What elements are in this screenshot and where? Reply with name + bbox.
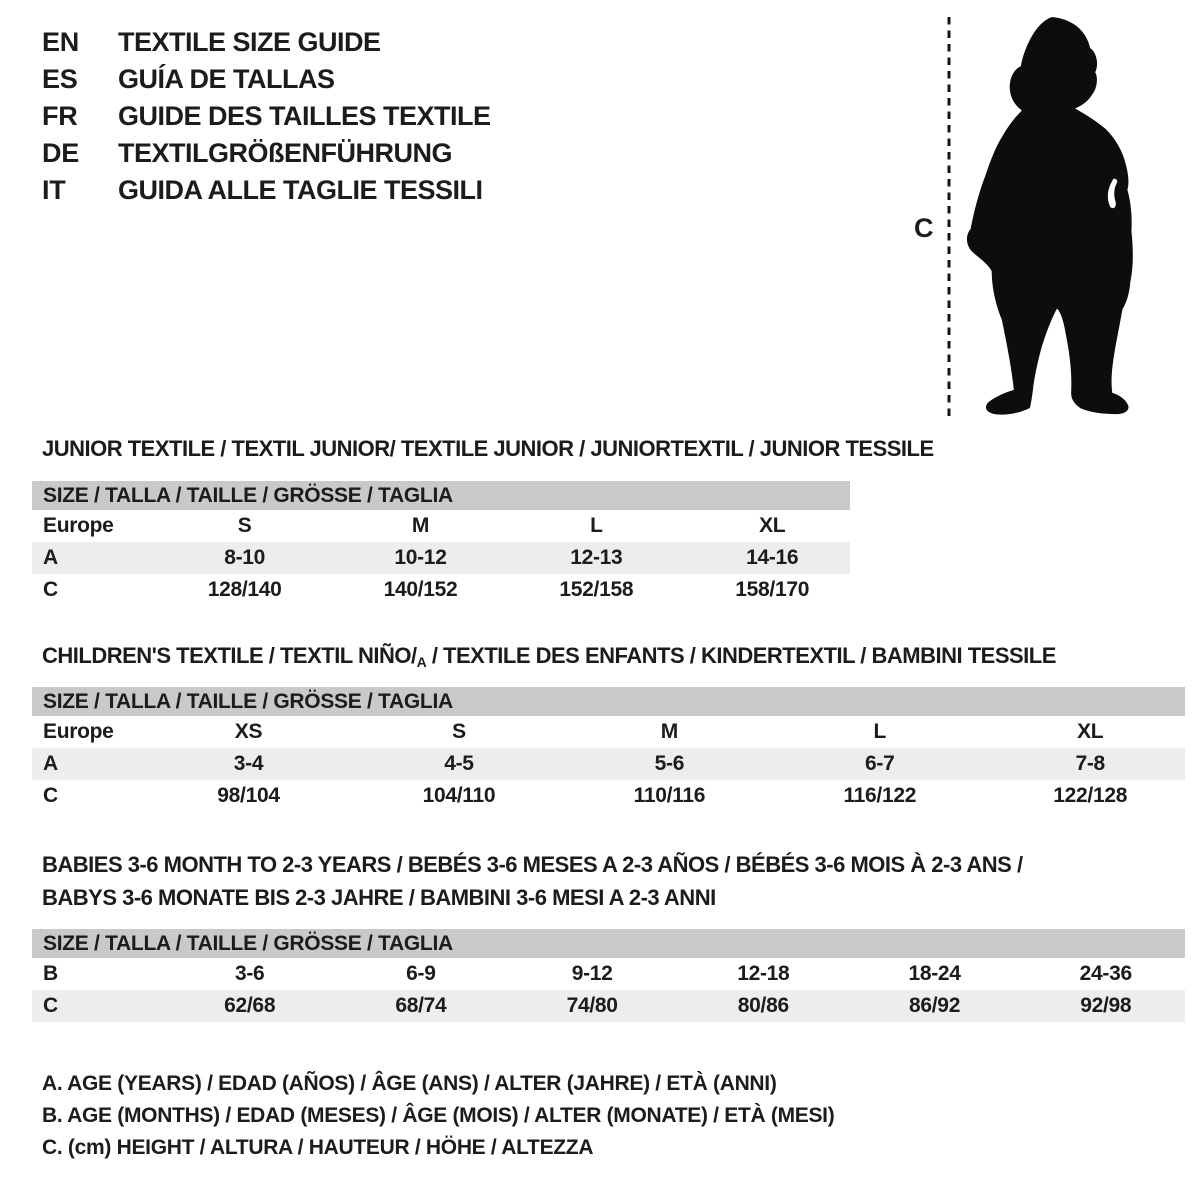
table-cell: XL — [1077, 720, 1104, 743]
table-row — [32, 716, 1185, 748]
section-title-text: / TEXTILE DES ENFANTS / KINDERTEXTIL / BAMBINI TESSILE — [426, 643, 1056, 668]
table-row — [32, 574, 850, 606]
table-cell: 10-12 — [394, 546, 447, 569]
table-cell: 3-4 — [233, 752, 264, 775]
row-label: A — [43, 752, 58, 775]
language-code: DE — [42, 138, 79, 168]
row-label: Europe — [43, 720, 114, 743]
note-line: B. AGE (MONTHS) / EDAD (MESES) / ÂGE (MOIS) / ALTER (MONATE) / ETÀ (MESI) — [42, 1104, 835, 1127]
table-row — [32, 542, 850, 574]
table-row — [32, 748, 1185, 780]
language-label: TEXTILGRÖßENFÜHRUNG — [118, 138, 452, 168]
table-cell: 6-7 — [865, 752, 895, 775]
section-title-text: BABYS 3-6 MONATE BIS 2-3 JAHRE / BAMBINI 3-6 MESI A 2-3 ANNI — [42, 884, 716, 910]
section-title-babies — [42, 849, 1023, 914]
row-label: C — [43, 994, 58, 1017]
section-title-subscript: A — [416, 654, 427, 670]
note-line: C. (cm) HEIGHT / ALTURA / HAUTEUR / HÖHE / ALTEZZA — [42, 1136, 594, 1159]
table-cell: L — [590, 514, 603, 537]
table-cell: XS — [234, 720, 263, 743]
table-cell: 86/92 — [909, 994, 961, 1017]
table-cell: 128/140 — [207, 578, 282, 601]
table-cell: S — [237, 514, 252, 537]
table-cell: 7-8 — [1075, 752, 1105, 775]
section-title-children — [42, 643, 1056, 669]
note-line: A. AGE (YEARS) / EDAD (AÑOS) / ÂGE (ANS) / ALTER (JAHRE) / ETÀ (ANNI) — [42, 1072, 777, 1095]
row-label: B — [43, 962, 58, 985]
table-cell: 140/152 — [383, 578, 458, 601]
table-cell: 5-6 — [654, 752, 685, 775]
language-row — [42, 135, 491, 172]
size-header-bar: SIZE / TALLA / TAILLE / GRÖSSE / TAGLIA — [32, 687, 1185, 716]
table-row — [32, 780, 1185, 812]
row-label: A — [43, 546, 58, 569]
table-cell: 116/122 — [843, 784, 917, 807]
language-row — [42, 24, 491, 61]
table-cell: S — [452, 720, 466, 743]
section-title-text: BABIES 3-6 MONTH TO 2-3 YEARS / BEBÉS 3-6 MESES A 2-3 AÑOS / BÉBÉS 3-6 MOIS À 2-3 ANS / — [42, 852, 1023, 877]
section-title-text: JUNIOR TEXTILE / TEXTIL JUNIOR/ TEXTILE JUNIOR / JUNIORTEXTIL / JUNIOR TESSILE — [42, 436, 934, 461]
table-cell: 104/110 — [422, 784, 496, 807]
table-cell: 12-13 — [570, 546, 623, 569]
language-code: FR — [42, 101, 78, 131]
table-cell: 122/128 — [1053, 784, 1128, 807]
table-cell: 62/68 — [224, 994, 276, 1017]
table-row — [32, 958, 1185, 990]
table-cell: M — [660, 720, 678, 743]
toddler-silhouette-icon — [963, 16, 1135, 418]
language-guide — [42, 24, 491, 209]
table-row — [32, 990, 1185, 1022]
table-cell: 6-9 — [406, 962, 436, 985]
table-cell: 14-16 — [746, 546, 799, 569]
row-label: Europe — [43, 514, 114, 537]
table-cell: 110/116 — [633, 784, 706, 807]
table-cell: 80/86 — [737, 994, 789, 1017]
table-cell: 18-24 — [908, 962, 961, 985]
size-header-bar: SIZE / TALLA / TAILLE / GRÖSSE / TAGLIA — [32, 929, 1185, 958]
table-cell: XL — [759, 514, 786, 537]
table-cell: L — [873, 720, 887, 743]
size-header-bar: SIZE / TALLA / TAILLE / GRÖSSE / TAGLIA — [32, 481, 850, 510]
table-cell: 24-36 — [1079, 962, 1132, 985]
row-label: C — [43, 578, 58, 601]
table-cell: 9-12 — [571, 962, 613, 985]
children-size-table — [32, 687, 1185, 812]
table-cell: 152/158 — [559, 578, 634, 601]
section-title-junior — [42, 436, 934, 462]
language-code: IT — [42, 175, 66, 205]
table-cell: 8-10 — [224, 546, 266, 569]
language-row — [42, 98, 491, 135]
table-cell: 3-6 — [234, 962, 265, 985]
table-cell: 4-5 — [444, 752, 474, 775]
language-code: EN — [42, 27, 79, 57]
table-cell: 12-18 — [737, 962, 790, 985]
language-label: GUÍA DE TALLAS — [118, 64, 335, 94]
section-title-text: CHILDREN'S TEXTILE / TEXTIL NIÑO/ — [42, 643, 417, 668]
table-cell: 98/104 — [217, 784, 280, 807]
table-cell: M — [411, 514, 430, 537]
language-label: GUIDE DES TAILLES TEXTILE — [118, 101, 491, 131]
height-measure-label: C — [914, 213, 934, 243]
row-label: C — [43, 784, 58, 807]
language-label: GUIDA ALLE TAGLIE TESSILI — [118, 175, 483, 205]
table-row — [32, 510, 850, 542]
babies-size-table — [32, 929, 1185, 1022]
language-row — [42, 172, 491, 209]
table-cell: 158/170 — [735, 578, 810, 601]
junior-size-table — [32, 481, 850, 606]
legend-notes — [42, 1068, 834, 1164]
table-cell: 74/80 — [566, 994, 618, 1017]
height-measure-line — [944, 15, 954, 419]
table-cell: 68/74 — [395, 994, 447, 1017]
language-label: TEXTILE SIZE GUIDE — [118, 27, 381, 57]
table-cell: 92/98 — [1080, 994, 1132, 1017]
language-row — [42, 61, 491, 98]
language-code: ES — [42, 64, 78, 94]
